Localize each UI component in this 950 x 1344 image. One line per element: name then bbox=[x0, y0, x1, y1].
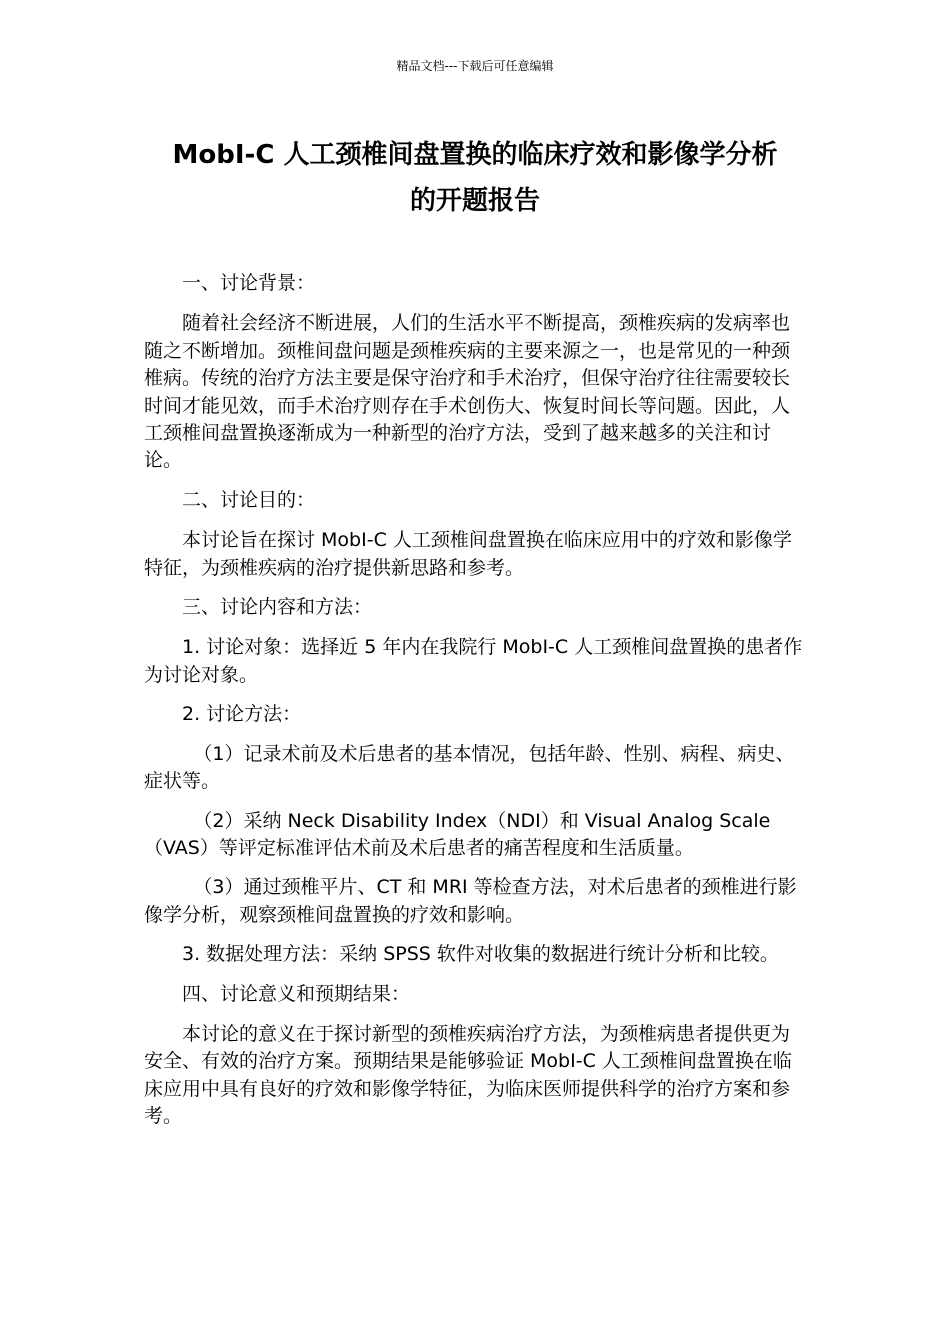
methods-item-subjects: 1. 讨论对象：选择近 5 年内在我院行 MobI-C 人工颈椎间盘置换的患者作为讨论对象。 bbox=[144, 636, 803, 686]
section-heading-purpose: 二、讨论目的： bbox=[182, 488, 316, 511]
title-line-1: MobI-C 人工颈椎间盘置换的临床疗效和影像学分析 bbox=[172, 140, 778, 170]
title-line-2: 的开题报告 bbox=[409, 186, 540, 216]
paragraph-background: 随着社会经济不断进展，人们的生活水平不断提高，颈椎疾病的发病率也随之不断增加。颈椎间盘问题是颈椎疾病的主要来源之一，也是常见的一种颈椎病。传统的治疗方法主要是保守治疗和手术治疗，但保守治疗往往需要较长时间才能见效，而手术治疗则存在手术创伤大、恢复时间长等问题。因此，人工颈椎间盘置换逐渐成为一种新型的治疗方法，受到了越来越多的关注和讨论。 bbox=[144, 312, 791, 472]
document-title bbox=[120, 132, 830, 224]
page-header-note: 精品文档---下载后可任意编辑 bbox=[396, 59, 554, 73]
paragraph-significance: 本讨论的意义在于探讨新型的颈椎疾病治疗方法，为颈椎病患者提供更为安全、有效的治疗方案。预期结果是能够验证 MobI-C 人工颈椎间盘置换在临床应用中具有良好的疗效和影像学特征，为临床医师提供科学的治疗方案和参考。 bbox=[144, 1022, 792, 1128]
methods-subitem-1: （1）记录术前及术后患者的基本情况，包括年龄、性别、病程、病史、症状等。 bbox=[144, 742, 795, 793]
section-heading-methods: 三、讨论内容和方法： bbox=[182, 596, 373, 619]
section-heading-background: 一、讨论背景： bbox=[182, 272, 316, 294]
paragraph-purpose: 本讨论旨在探讨 MobI-C 人工颈椎间盘置换在临床应用中的疗效和影像学特征，为颈椎疾病的治疗提供新思路和参考。 bbox=[144, 529, 792, 579]
section-heading-significance: 四、讨论意义和预期结果： bbox=[182, 982, 411, 1005]
methods-subitem-2: （2）采纳 Neck Disability Index（NDI）和 Visual Analog Scale（VAS）等评定标准评估术前及术后患者的痛苦程度和生活质量。 bbox=[144, 809, 771, 859]
document-body bbox=[144, 270, 808, 1143]
methods-item-approach: 2. 讨论方法： bbox=[182, 703, 302, 726]
methods-subitem-3: （3）通过颈椎平片、CT 和 MRI 等检查方法，对术后患者的颈椎进行影像学分析，观察颈椎间盘置换的疗效和影响。 bbox=[144, 876, 797, 926]
methods-item-data-processing: 3. 数据处理方法：采纳 SPSS 软件对收集的数据进行统计分析和比较。 bbox=[182, 943, 779, 966]
